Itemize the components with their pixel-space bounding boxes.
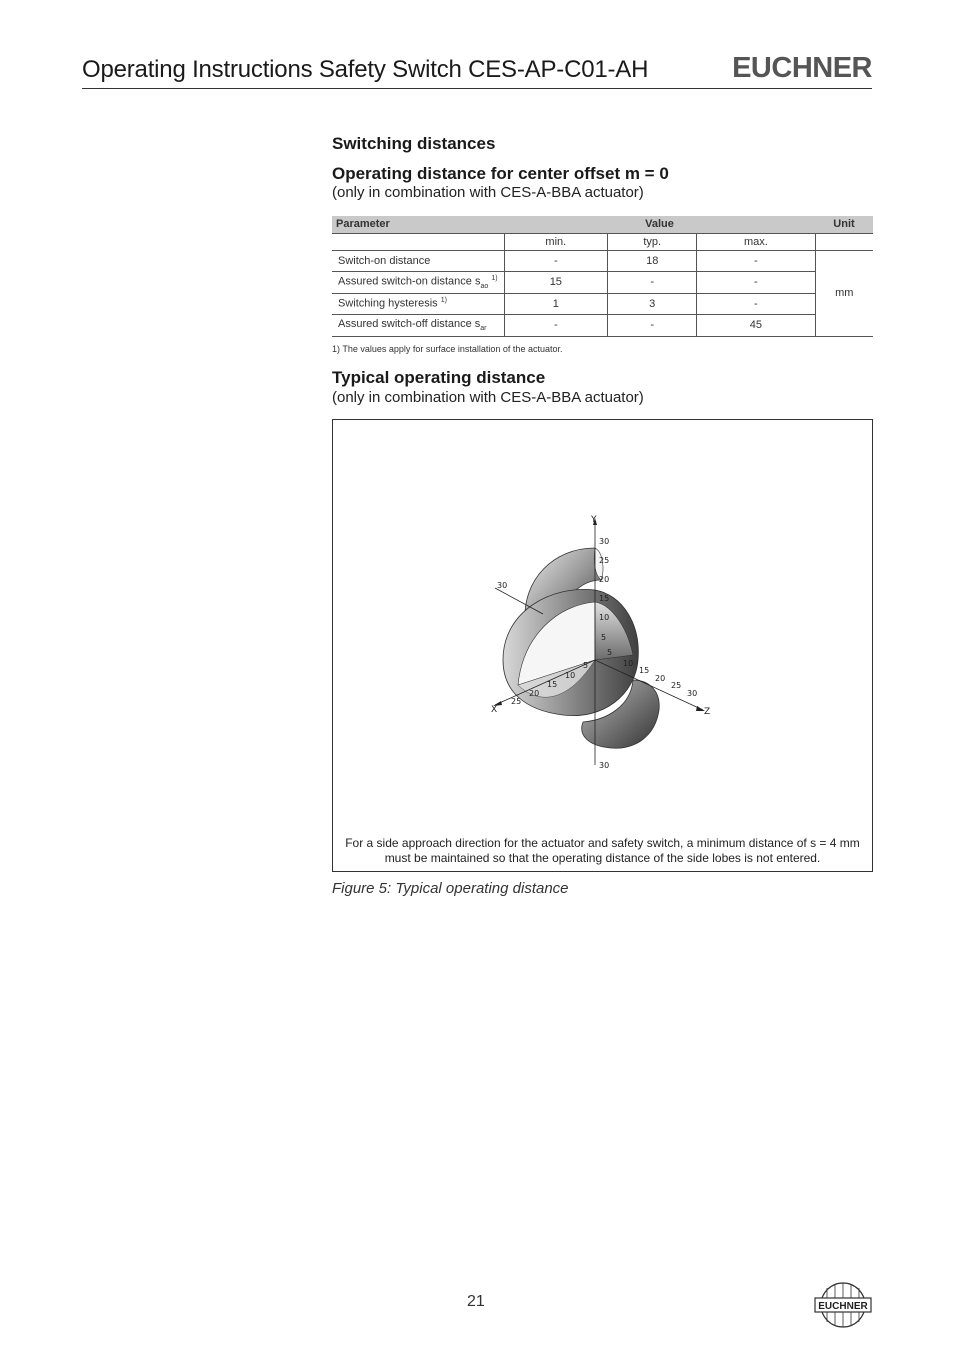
table-footnote: 1) The values apply for surface installation of the actuator. <box>332 344 563 354</box>
y-tick: 10 <box>599 613 610 622</box>
svg-text:EUCHNER: EUCHNER <box>818 1301 868 1312</box>
typical-note: (only in combination with CES-A-BBA actuator) <box>332 389 644 406</box>
header-parameter: Parameter <box>332 216 504 233</box>
row-max: 45 <box>697 315 815 337</box>
page-header <box>82 52 872 89</box>
page-number: 21 <box>467 1293 485 1310</box>
y-tick: 25 <box>599 556 610 565</box>
x-tick: 5 <box>583 661 589 670</box>
y-axis-label: Y <box>591 515 597 525</box>
row-min: - <box>504 250 608 272</box>
z-tick: 5 <box>607 648 613 657</box>
z-tick: 30 <box>687 689 698 698</box>
figure-caption: Figure 5: Typical operating distance <box>332 880 569 897</box>
row-typ: - <box>608 272 697 294</box>
table-row <box>332 293 873 315</box>
row-min: 1 <box>504 293 608 315</box>
table-row <box>332 250 873 272</box>
figure-frame <box>332 419 873 872</box>
row-max: - <box>697 272 815 294</box>
row-max: - <box>697 250 815 272</box>
row-typ: 18 <box>608 250 697 272</box>
y-tick: 15 <box>599 594 610 603</box>
x-tick: 25 <box>511 697 522 706</box>
y-tick: 30 <box>599 537 610 546</box>
y-tick: 5 <box>601 633 607 642</box>
actuator-note: (only in combination with CES-A-BBA actuator) <box>332 184 644 201</box>
typical-heading: Typical operating distance <box>332 368 546 387</box>
z-tick: 10 <box>623 659 634 668</box>
row-parameter: Switching hysteresis $^{1)}$ <box>332 293 504 315</box>
x-tick: 20 <box>529 689 540 698</box>
document-title: Operating Instructions Safety Switch CES-AP-C01-AH <box>82 56 649 83</box>
euchner-seal-logo <box>813 1280 873 1330</box>
subheader-unit-blank <box>815 233 873 250</box>
row-min: 15 <box>504 272 608 294</box>
neg-y-label: 30 <box>599 761 610 770</box>
header-unit: Unit <box>815 216 873 233</box>
row-typ: 3 <box>608 293 697 315</box>
row-typ: - <box>608 315 697 337</box>
z-tick: 15 <box>639 666 650 675</box>
header-value: Value <box>504 216 815 233</box>
x-tick: 10 <box>565 671 576 680</box>
table-row <box>332 315 873 337</box>
subsection-heading: Operating distance for center offset m = 0 <box>332 164 669 183</box>
table-header-row <box>332 216 873 233</box>
row-min: - <box>504 315 608 337</box>
subheader-max: max. <box>697 233 815 250</box>
row-parameter: Assured switch-off distance $s_{ar}$ <box>332 315 504 337</box>
row-parameter: Switch-on distance <box>332 250 504 272</box>
z-tick: 20 <box>655 674 666 683</box>
row-max: - <box>697 293 815 315</box>
neg-x-label: 30 <box>497 581 508 590</box>
operating-distance-diagram <box>483 510 723 780</box>
z-axis-label: Z <box>704 707 711 717</box>
subheader-min: min. <box>504 233 608 250</box>
unit-cell: mm <box>815 250 873 336</box>
table-row <box>332 272 873 294</box>
table-subheader-row <box>332 233 873 250</box>
brand-logo: EUCHNER <box>732 52 872 84</box>
x-axis-label: X <box>491 705 498 715</box>
z-tick: 25 <box>671 681 682 690</box>
row-parameter: Assured switch-on distance $s_{ao}$ $^{1)}$ <box>332 272 504 294</box>
y-tick: 20 <box>599 575 610 584</box>
subheader-blank <box>332 233 504 250</box>
x-tick: 15 <box>547 680 558 689</box>
subheader-typ: typ. <box>608 233 697 250</box>
parameter-table <box>332 216 873 337</box>
figure-note: For a side approach direction for the actuator and safety switch, a minimum distance of s = 4 mm must be maintained so that the operating distance of the side lobes is not entered. <box>345 836 860 865</box>
section-heading: Switching distances <box>332 134 496 153</box>
